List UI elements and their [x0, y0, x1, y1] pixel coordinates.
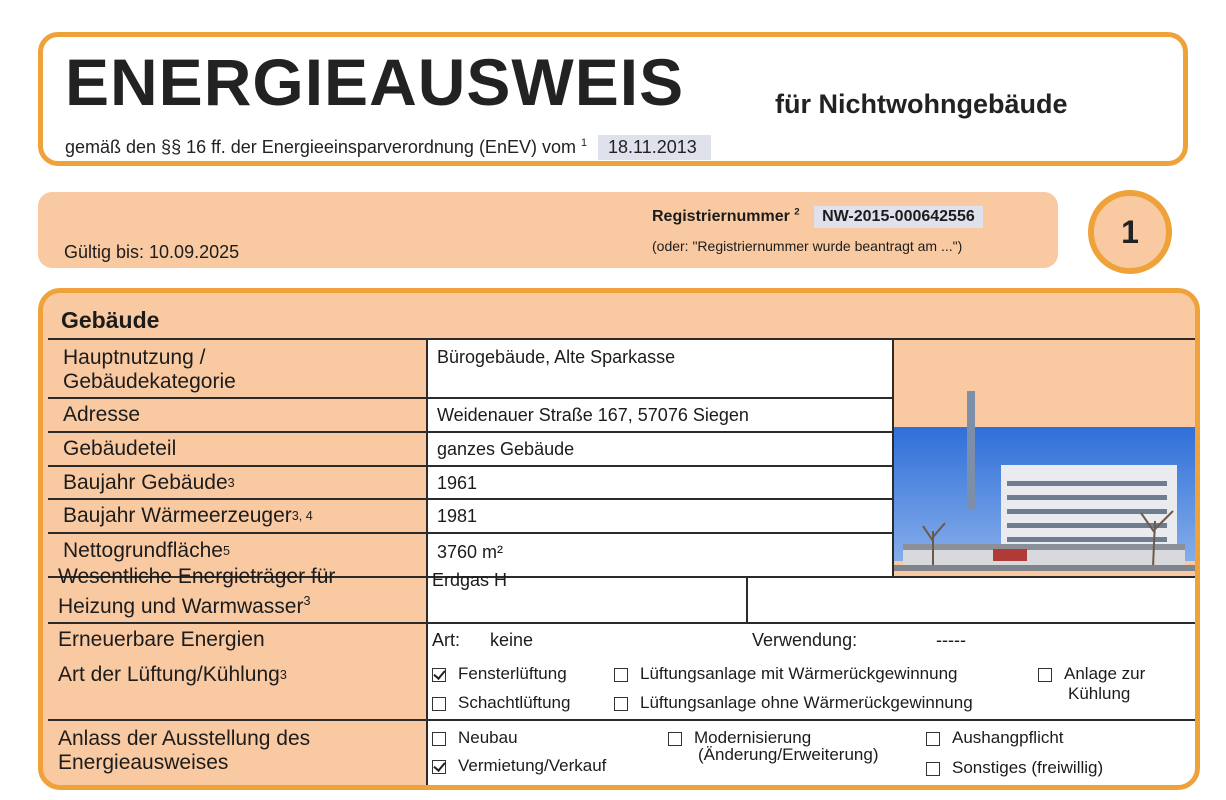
reason-new-building-label: Neubau	[458, 728, 518, 747]
valid-until: Gültig bis: 10.09.2025	[64, 242, 240, 262]
issuance-reason-label-line-2: Energieausweises	[58, 751, 229, 774]
reason-posting-duty-label: Aushangpflicht	[952, 728, 1064, 747]
heater-year-footnote: 3, 4	[291, 509, 313, 523]
section-title: Gebäude	[61, 307, 160, 333]
ventilation-shaft-label: Schachtlüftung	[458, 693, 571, 712]
registration-footnote: 2	[794, 206, 800, 218]
energy-carrier-value: Erdgas H	[432, 570, 508, 590]
building-section	[38, 288, 1200, 790]
ventilation-no-heat-recovery-label: Lüftungsanlage ohne Wärmerückgewinnung	[640, 693, 973, 712]
registration-number: NW-2015-000642556	[814, 206, 983, 228]
registration-line	[652, 206, 983, 228]
regulation-text: gemäß den §§ 16 ff. der Energieeinsparverordnung (EnEV) vom	[65, 137, 576, 157]
reason-rent-sale-label: Vermietung/Verkauf	[458, 756, 607, 775]
header-box	[38, 32, 1188, 166]
net-floor-area-label-text: Nettogrundfläche	[63, 539, 223, 562]
footnote-1: 1	[580, 137, 587, 149]
row-line	[48, 719, 1195, 721]
reason-modernization-label-line-2: (Änderung/Erweiterung)	[698, 745, 879, 764]
building-part-value: ganzes Gebäude	[437, 439, 575, 459]
regulation-line	[65, 135, 711, 160]
energy-carrier-label-line-1: Wesentliche Energieträger für	[58, 565, 336, 588]
address-value: Weidenauer Straße 167, 57076 Siegen	[437, 405, 749, 425]
reason-modernization-label-line-1: Modernisierung	[694, 728, 812, 747]
renewable-type-value: keine	[490, 630, 534, 650]
heater-year-label-text: Baujahr Wärmeerzeuger	[63, 504, 292, 527]
issuance-reason-label-line-1: Anlass der Ausstellung des	[58, 727, 311, 750]
reason-other-label: Sonstiges (freiwillig)	[952, 758, 1104, 777]
ventilation-heat-recovery-label: Lüftungsanlage mit Wärmerückgewinnung	[640, 664, 958, 683]
energy-carrier-footnote: 3	[303, 594, 311, 608]
address-label: Adresse	[63, 403, 141, 426]
net-floor-area-footnote: 5	[222, 544, 230, 558]
registration-label: Registriernummer	[652, 208, 790, 225]
photo-divider	[892, 339, 894, 577]
building-part-label: Gebäudeteil	[63, 437, 177, 460]
energy-carrier-label-line-2: Heizung und Warmwasser	[58, 595, 304, 618]
row-line	[48, 576, 1195, 578]
cooling-system-label-line-1: Anlage zur	[1064, 664, 1146, 683]
construction-year-label-text: Baujahr Gebäude	[63, 470, 228, 494]
main-use-label	[53, 345, 427, 395]
renewable-divider	[746, 577, 748, 623]
renewable-cell-background	[427, 577, 1195, 623]
main-use-label-line-1: Hauptnutzung /	[63, 346, 206, 369]
renewable-type-label: Art:	[432, 630, 461, 650]
construction-year-footnote: 3	[227, 475, 235, 490]
row-line	[48, 338, 1195, 340]
building-photo	[893, 381, 1195, 577]
construction-year-value: 1961	[437, 473, 478, 493]
validity-band	[38, 192, 1058, 268]
document-subtitle: für Nichtwohngebäude	[775, 89, 1068, 119]
renewable-use-label: Verwendung:	[752, 630, 858, 650]
heater-year-label	[53, 500, 427, 532]
construction-year-label	[53, 467, 427, 498]
cooling-system-label-line-2: Kühlung	[1068, 684, 1131, 703]
heater-year-value: 1981	[437, 506, 478, 526]
renewable-energy-label: Erneuerbare Energien	[58, 628, 265, 651]
document-title: ENERGIEAUSWEIS	[65, 45, 685, 119]
page-number-badge: 1	[1088, 190, 1172, 274]
renewable-use-value: -----	[936, 630, 966, 650]
row-line	[48, 622, 1195, 624]
options-cell-background	[427, 623, 1195, 790]
ventilation-label-text: Art der Lüftung/Kühlung	[58, 663, 280, 686]
main-use-label-line-2: Gebäudekategorie	[63, 370, 236, 393]
regulation-date: 18.11.2013	[598, 135, 711, 160]
ventilation-footnote: 3	[279, 668, 287, 682]
main-use-value: Bürogebäude, Alte Sparkasse	[437, 347, 676, 367]
net-floor-area-value: 3760 m²	[437, 542, 504, 562]
registration-note: (oder: "Registriernummer wurde beantragt am ...")	[652, 238, 963, 254]
ventilation-window-label: Fensterlüftung	[458, 664, 567, 683]
net-floor-area-label	[53, 534, 427, 568]
